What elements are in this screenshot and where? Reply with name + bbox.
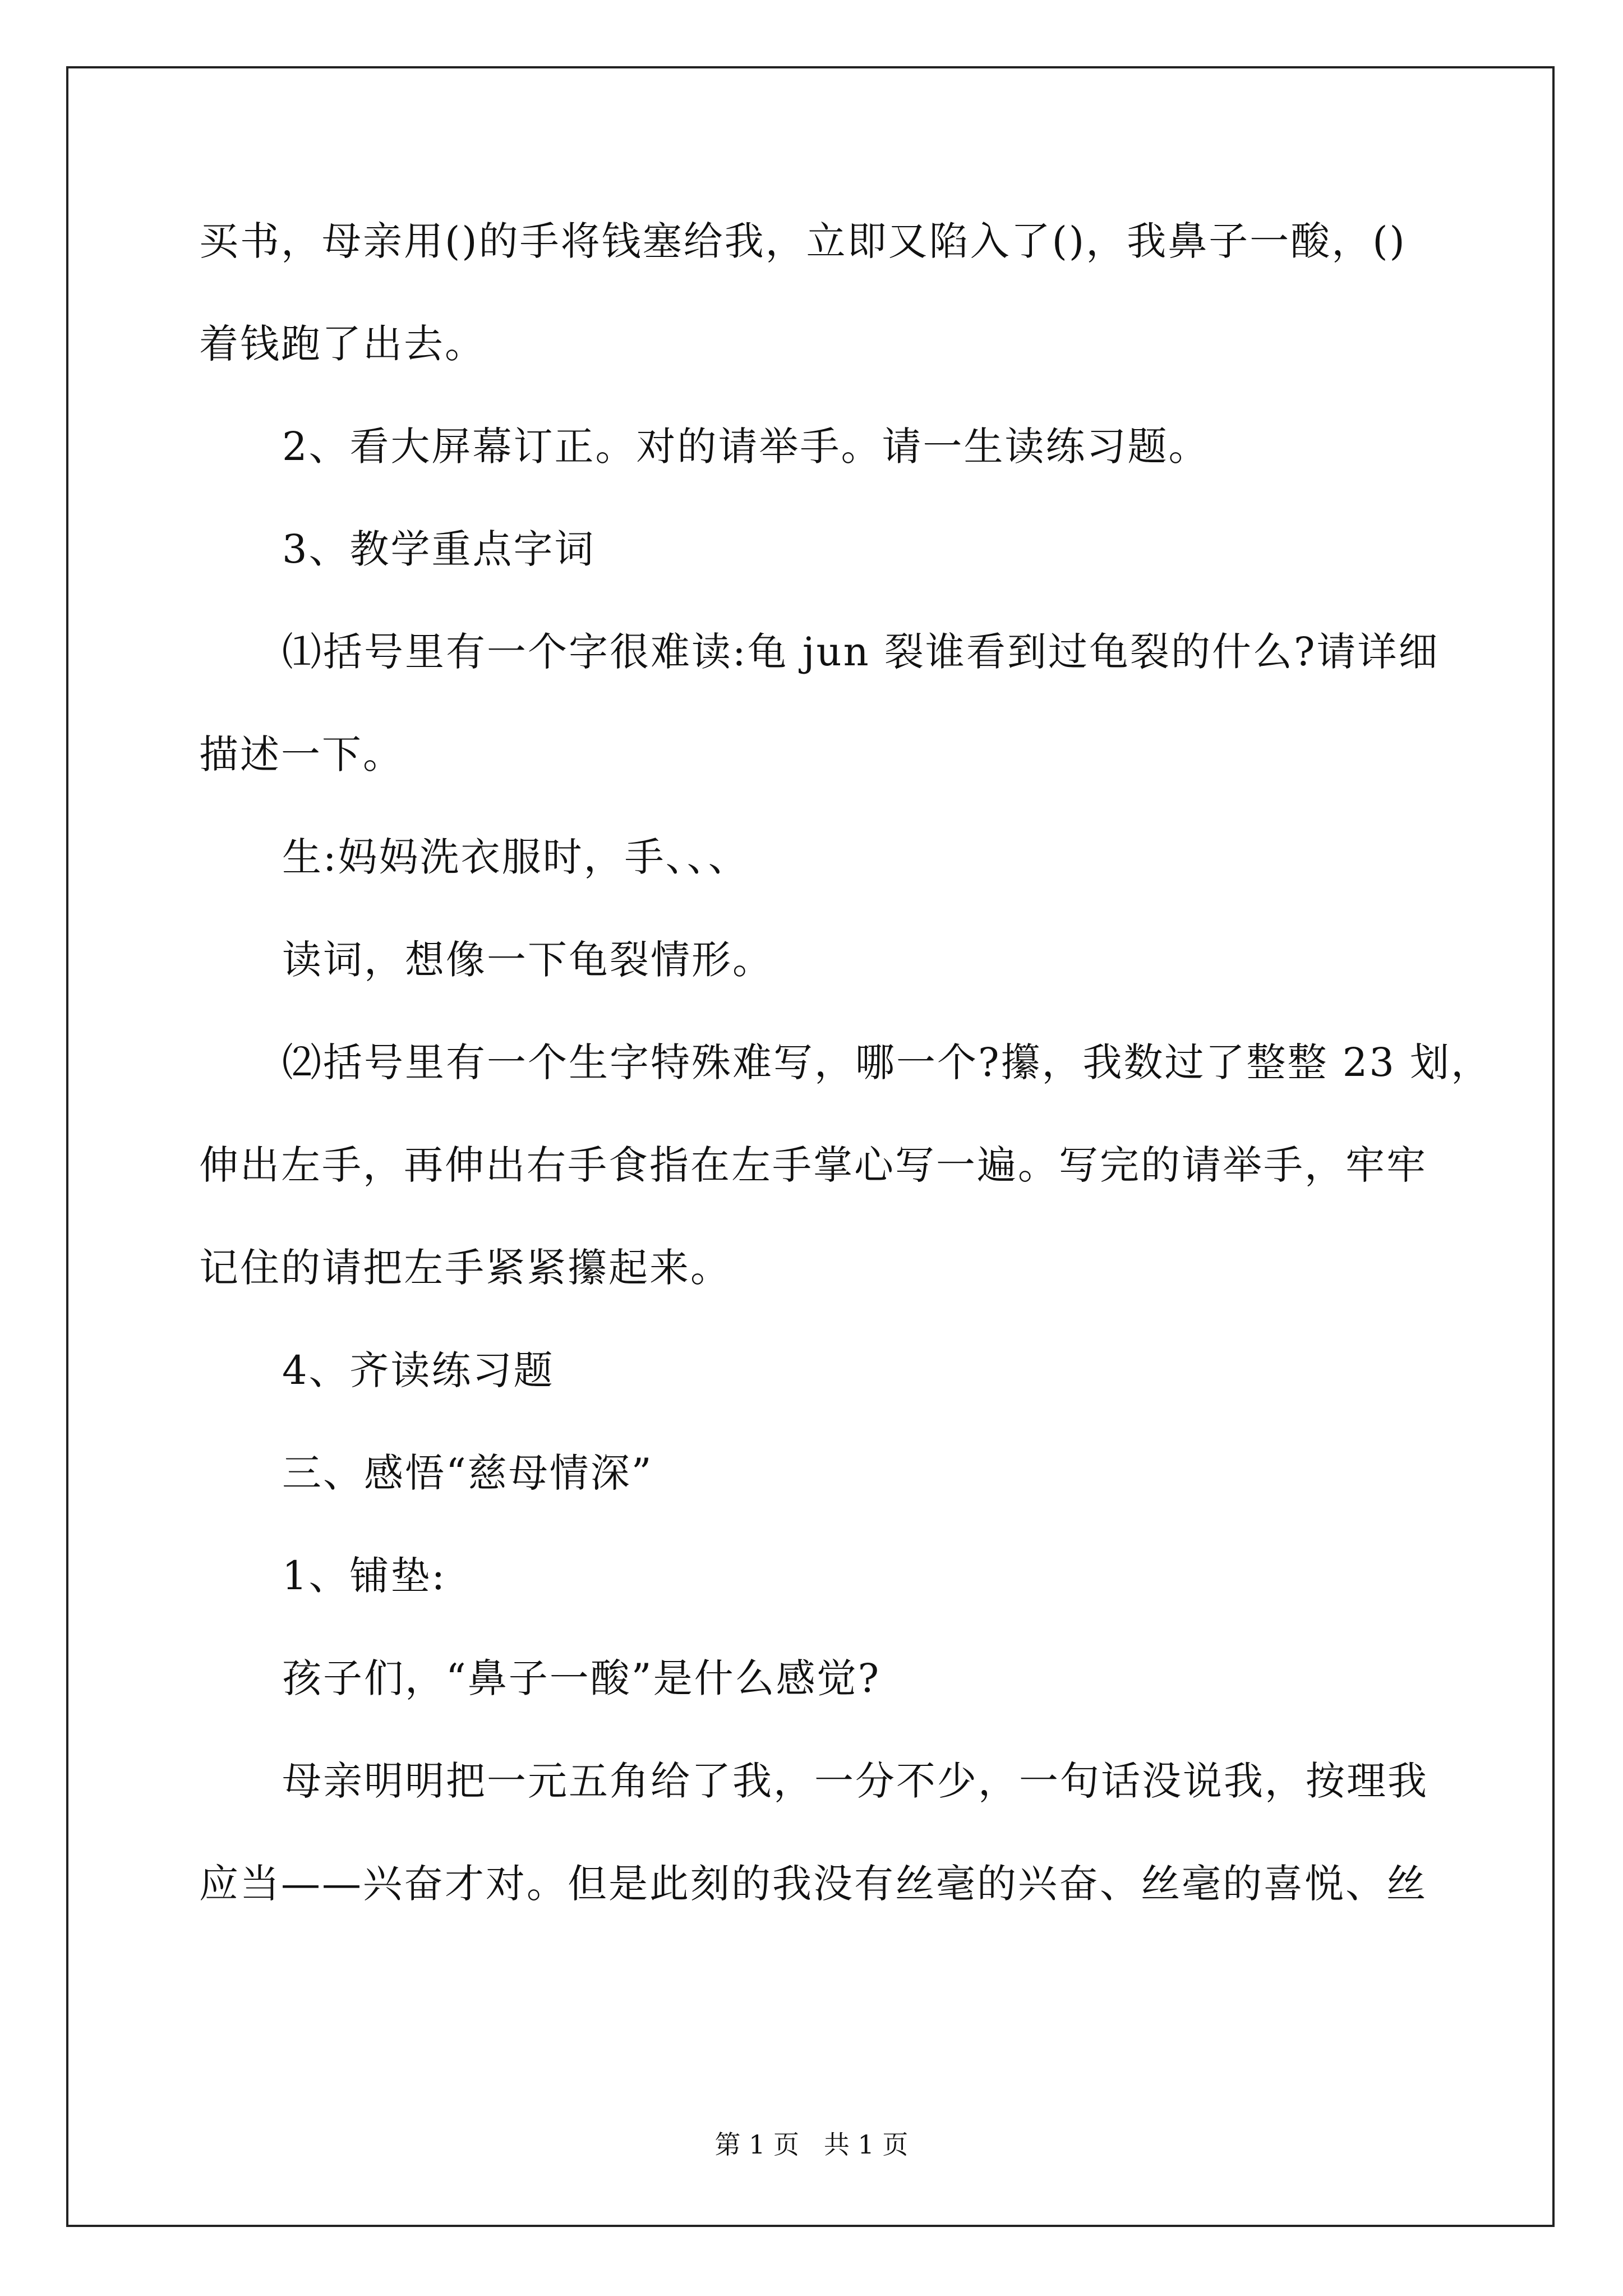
text-line-16: 母亲明明把一元五角给了我，一分不少，一句话没说我，按理我 bbox=[282, 1758, 1428, 1804]
text-line-13: 三、感悟“慈母情深” bbox=[282, 1450, 653, 1496]
text-line-5: ⑴括号里有一个字很难读:龟 jun 裂谁看到过龟裂的什么?请详细 bbox=[282, 629, 1440, 675]
text-line-15: 孩子们，“鼻子一酸”是什么感觉? bbox=[282, 1655, 881, 1701]
text-line-9: ⑵括号里有一个生字特殊难写，哪一个?攥，我数过了整整 23 划， bbox=[282, 1039, 1492, 1085]
page-number-footer: 第 1 页 共 1 页 bbox=[714, 2129, 909, 2160]
text-line-1: 买书，母亲用()的手将钱塞给我，立即又陷入了()，我鼻子一酸，() bbox=[199, 218, 1407, 264]
text-line-8: 读词，想像一下龟裂情形。 bbox=[282, 937, 773, 983]
text-line-4: 3、教学重点字词 bbox=[282, 526, 596, 572]
text-line-6: 描述一下。 bbox=[199, 731, 404, 777]
text-line-2: 着钱跑了出去。 bbox=[199, 321, 486, 367]
text-line-10: 伸出左手，再伸出右手食指在左手掌心写一遍。写完的请举手，牢牢 bbox=[199, 1142, 1427, 1188]
text-line-11: 记住的请把左手紧紧攥起来。 bbox=[199, 1245, 731, 1291]
text-line-3: 2、看大屏幕订正。对的请举手。请一生读练习题。 bbox=[282, 424, 1210, 470]
text-line-12: 4、齐读练习题 bbox=[282, 1347, 555, 1393]
text-line-17: 应当——兴奋才对。但是此刻的我没有丝毫的兴奋、丝毫的喜悦、丝 bbox=[199, 1861, 1427, 1907]
document-body bbox=[199, 218, 1492, 1967]
text-line-14: 1、铺垫: bbox=[282, 1553, 447, 1599]
text-line-7: 生:妈妈洗衣服时，手、、、 bbox=[282, 834, 749, 880]
